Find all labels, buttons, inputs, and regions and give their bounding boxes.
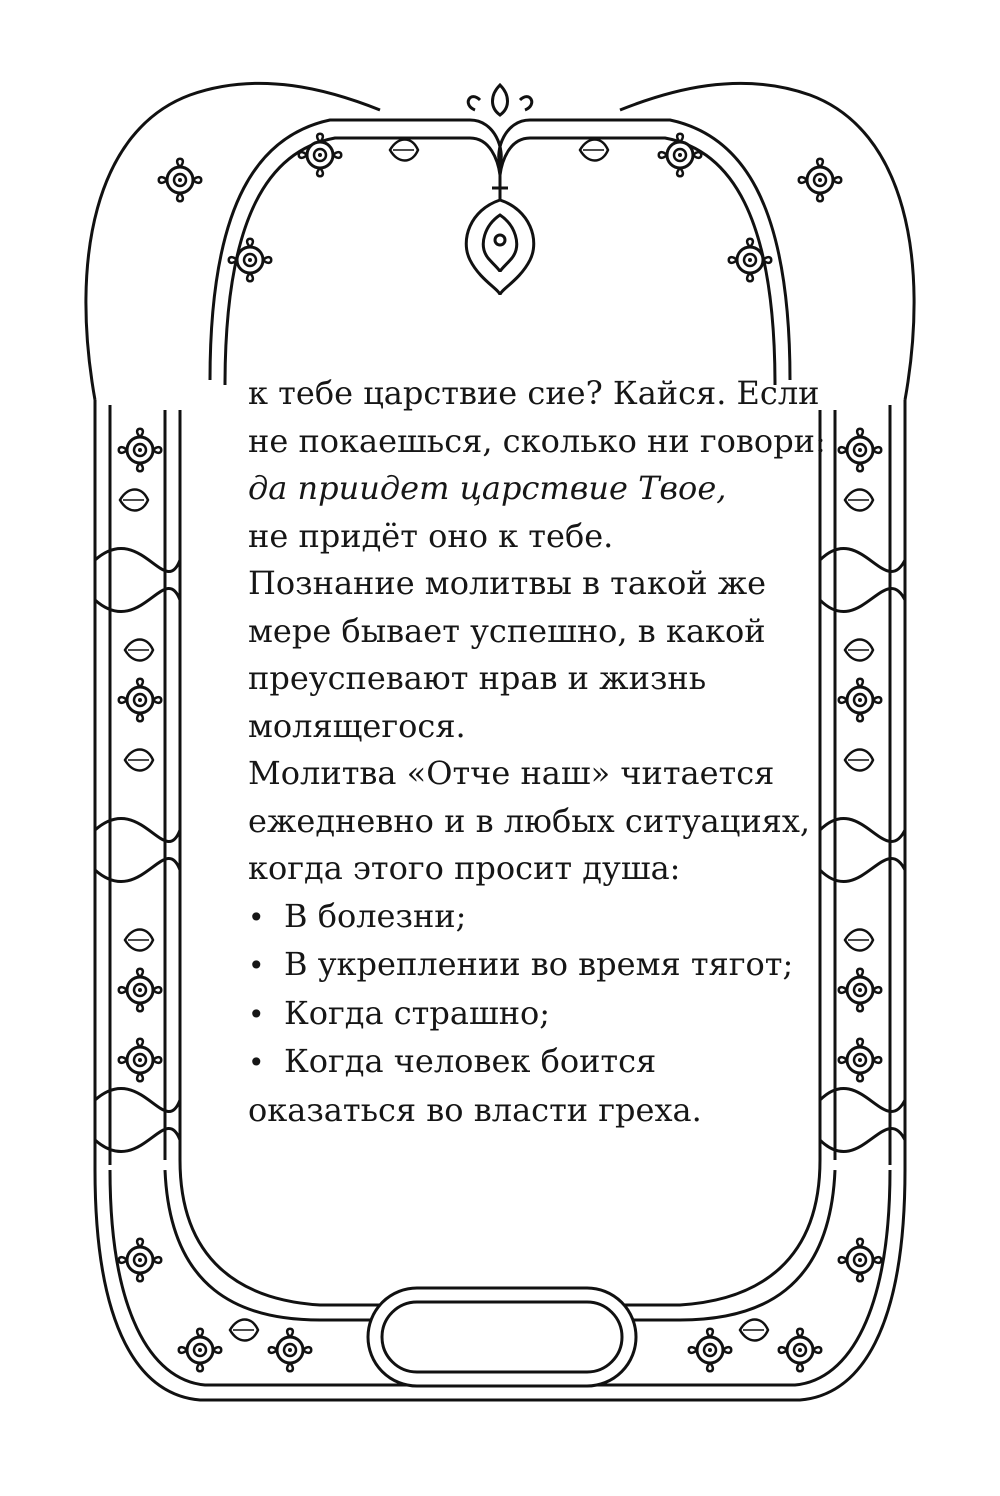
text-line: Познание молитвы в такой же (248, 564, 767, 602)
text-line: Молитва «Отче наш» читается (248, 754, 775, 792)
prayer-text (248, 370, 826, 1134)
text-line: не придёт оно к тебе. (248, 516, 614, 555)
text-line: молящегося. (248, 706, 466, 745)
text-line: ежедневно и в любых ситуациях, (248, 801, 811, 840)
bullet-icon: • (248, 900, 265, 934)
text-line: оказаться во власти греха. (248, 1090, 702, 1129)
text-line: к тебе царствие сие? Кайся. Если (248, 374, 820, 412)
bullet-item: • Когда человек боится (248, 1038, 788, 1087)
bullet-icon: • (248, 1046, 265, 1079)
italic-quote: да приидет царствие Твое, (248, 469, 727, 507)
bullet-icon: • (248, 997, 265, 1031)
text-line: когда этого просит душа: (248, 849, 681, 887)
bullet-item: • В болезни; (248, 893, 788, 942)
text-line: преуспевают нрав и жизнь (248, 659, 707, 697)
bullet-icon: • (248, 949, 265, 982)
text-line: не покаешься, сколько ни говори: (248, 421, 826, 460)
text-line: мере бывает успешно, в какой (248, 611, 766, 650)
bullet-item: • В укреплении во время тягот; (248, 941, 788, 990)
bullet-item: • Когда страшно; (248, 990, 788, 1039)
